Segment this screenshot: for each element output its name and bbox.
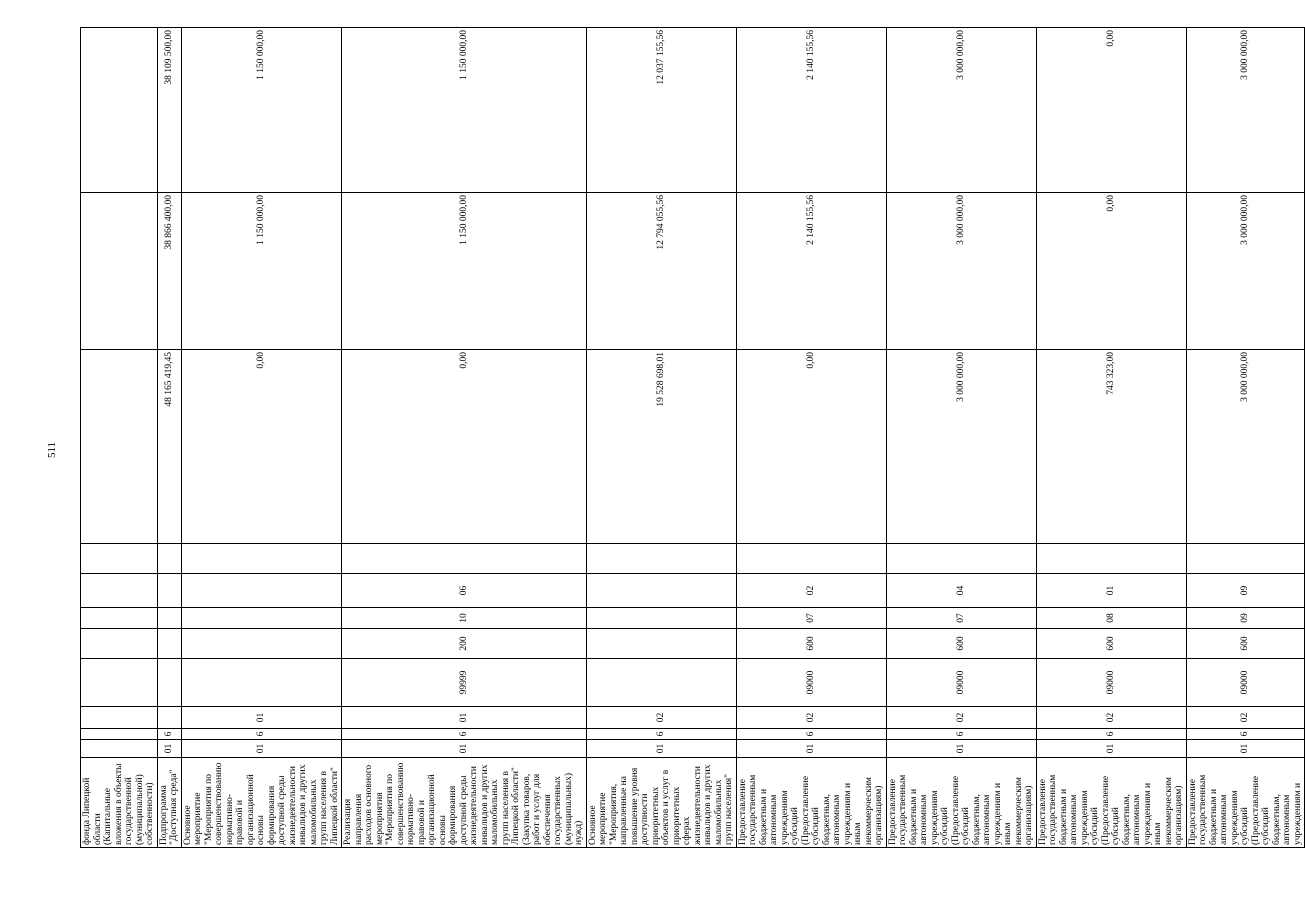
value-cell-3 bbox=[1036, 28, 1186, 193]
value-cell-2-text: 0,00 bbox=[1105, 195, 1116, 212]
row-name-cell bbox=[586, 758, 736, 848]
row-name-cell bbox=[81, 758, 158, 848]
code-cell-3-text: 01 bbox=[458, 712, 469, 723]
code-cell-5-text: 600 bbox=[955, 636, 966, 651]
value-cell-1-text: 19 528 698,01 bbox=[655, 352, 666, 407]
code-cell-7-text: 09 bbox=[1240, 585, 1250, 596]
code-cell-8 bbox=[586, 544, 736, 574]
code-cell-3 bbox=[886, 707, 1036, 729]
row-name-cell-text: фонда Липецкой области (Капитальные вложения в объекты государственной (муниципальной) собственности) bbox=[82, 763, 155, 845]
value-cell-1 bbox=[736, 350, 886, 544]
value-cell-2-text: 1 150 000,00 bbox=[458, 195, 469, 245]
value-cell-3-text: 1 150 000,00 bbox=[256, 30, 266, 80]
code-cell-2 bbox=[157, 729, 181, 740]
value-cell-1 bbox=[1186, 350, 1305, 544]
code-cell-1 bbox=[181, 740, 342, 758]
code-cell-7-text: 02 bbox=[805, 585, 816, 596]
row-name-cell bbox=[1036, 758, 1186, 848]
code-cell-3 bbox=[181, 707, 342, 729]
code-cell-4-text: 99999 bbox=[458, 670, 469, 695]
code-cell-1 bbox=[1036, 740, 1186, 758]
code-cell-5 bbox=[736, 629, 886, 659]
code-cell-5 bbox=[181, 629, 342, 659]
code-cell-3-text: 01 bbox=[256, 712, 266, 723]
value-cell-1 bbox=[586, 350, 736, 544]
code-cell-4 bbox=[81, 659, 158, 707]
row-name-cell bbox=[886, 758, 1036, 848]
code-cell-2 bbox=[1186, 729, 1305, 740]
code-cell-8 bbox=[1036, 544, 1186, 574]
code-cell-4-text: 09000 bbox=[955, 670, 966, 695]
row-name-cell-text: Предоставление государственным бюджетным и автономным учреждениям субсидий (Предоставление субсидий бюджетным, автономным учреждениям и bbox=[1187, 774, 1303, 845]
row-name-cell bbox=[1186, 758, 1305, 848]
code-cell-8 bbox=[886, 544, 1036, 574]
code-cell-2 bbox=[1036, 729, 1186, 740]
code-cell-8 bbox=[736, 544, 886, 574]
code-cell-8 bbox=[81, 544, 158, 574]
code-cell-6 bbox=[586, 608, 736, 629]
table-row bbox=[1036, 28, 1186, 848]
code-cell-4-text: 09000 bbox=[1105, 670, 1116, 695]
code-cell-6-text: 08 bbox=[1105, 613, 1116, 623]
code-cell-1-text: 01 bbox=[1240, 743, 1250, 754]
code-cell-7 bbox=[342, 574, 587, 608]
value-cell-3 bbox=[586, 28, 736, 193]
value-cell-2 bbox=[81, 193, 158, 350]
value-cell-2 bbox=[157, 193, 181, 350]
code-cell-6 bbox=[886, 608, 1036, 629]
code-cell-3-text: 02 bbox=[955, 712, 966, 723]
value-cell-1 bbox=[886, 350, 1036, 544]
code-cell-3 bbox=[586, 707, 736, 729]
table-row bbox=[886, 28, 1036, 848]
code-cell-7 bbox=[1036, 574, 1186, 608]
code-cell-5 bbox=[342, 629, 587, 659]
code-cell-1 bbox=[342, 740, 587, 758]
value-cell-3 bbox=[157, 28, 181, 193]
code-cell-3-text: 02 bbox=[805, 712, 816, 723]
code-cell-3 bbox=[81, 707, 158, 729]
value-cell-2-text: 1 150 000,00 bbox=[256, 195, 266, 245]
row-name-cell-text: Реализация направления расходов основного мероприятия "Мероприятия по совершенствованию нормативно-правовой и организационной основы формирования доступной среды жизнедеятельности инвалидов и других маломобильных групп населения в Липецкой области" (Закупка товаров, работ и услуг для обеспечения государственных (муниципальных) нужд) bbox=[343, 762, 584, 845]
budget-table bbox=[80, 27, 1305, 848]
code-cell-5 bbox=[1036, 629, 1186, 659]
page-number-wrap bbox=[22, 440, 82, 460]
code-cell-6 bbox=[1186, 608, 1305, 629]
row-name-cell-text: Подпрограмма "Доступная среда" bbox=[158, 769, 179, 845]
code-cell-1 bbox=[736, 740, 886, 758]
code-cell-7 bbox=[886, 574, 1036, 608]
code-cell-6 bbox=[342, 608, 587, 629]
value-cell-1-text: 48 165 419,45 bbox=[163, 352, 174, 407]
row-name-cell-text: Основное мероприятие "Мероприятия по совершенствованию нормативно-правовой и организационной основы формирования доступной среды жизнедеятельности инвалидов и других маломобильных групп населения в Липецкой области" bbox=[182, 762, 340, 845]
code-cell-4 bbox=[342, 659, 587, 707]
code-cell-7 bbox=[181, 574, 342, 608]
code-cell-6-text: 07 bbox=[955, 613, 966, 623]
table-row bbox=[342, 28, 587, 848]
value-cell-3 bbox=[342, 28, 587, 193]
code-cell-4-text: 09000 bbox=[1240, 670, 1250, 695]
value-cell-3 bbox=[736, 28, 886, 193]
code-cell-2-text: 6 bbox=[458, 731, 469, 737]
code-cell-5 bbox=[1186, 629, 1305, 659]
value-cell-1-text: 0,00 bbox=[458, 352, 469, 369]
code-cell-1-text: 01 bbox=[163, 743, 174, 754]
value-cell-3-text: 1 150 000,00 bbox=[458, 30, 469, 80]
value-cell-1 bbox=[181, 350, 342, 544]
code-cell-4-text: 09000 bbox=[805, 670, 816, 695]
value-cell-2 bbox=[586, 193, 736, 350]
code-cell-4 bbox=[181, 659, 342, 707]
code-cell-5 bbox=[157, 629, 181, 659]
code-cell-3-text: 02 bbox=[655, 712, 666, 723]
code-cell-2-text: 6 bbox=[805, 731, 816, 737]
table-row bbox=[157, 28, 181, 848]
code-cell-8 bbox=[1186, 544, 1305, 574]
code-cell-3 bbox=[736, 707, 886, 729]
value-cell-3 bbox=[886, 28, 1036, 193]
value-cell-2 bbox=[342, 193, 587, 350]
value-cell-1-text: 0,00 bbox=[805, 352, 816, 369]
code-cell-2 bbox=[81, 729, 158, 740]
code-cell-6 bbox=[1036, 608, 1186, 629]
row-name-cell bbox=[342, 758, 587, 848]
code-cell-2 bbox=[886, 729, 1036, 740]
value-cell-1-text: 0,00 bbox=[256, 352, 266, 369]
value-cell-1-text: 3 000 000,00 bbox=[1240, 352, 1250, 402]
value-cell-2 bbox=[1186, 193, 1305, 350]
code-cell-3 bbox=[157, 707, 181, 729]
code-cell-7 bbox=[157, 574, 181, 608]
page-number: 511 bbox=[46, 441, 58, 459]
code-cell-2-text: 6 bbox=[256, 731, 266, 737]
value-cell-3-text: 12 037 155,56 bbox=[655, 30, 666, 85]
value-cell-2-text: 12 794 055,56 bbox=[655, 195, 666, 250]
code-cell-5 bbox=[81, 629, 158, 659]
code-cell-4 bbox=[1036, 659, 1186, 707]
value-cell-1 bbox=[342, 350, 587, 544]
code-cell-1-text: 01 bbox=[955, 743, 966, 754]
code-cell-5-text: 600 bbox=[1240, 636, 1250, 651]
code-cell-4 bbox=[157, 659, 181, 707]
code-cell-6 bbox=[157, 608, 181, 629]
code-cell-2-text: 6 bbox=[955, 731, 966, 737]
row-name-cell bbox=[157, 758, 181, 848]
code-cell-1-text: 01 bbox=[458, 743, 469, 754]
code-cell-2-text: 6 bbox=[1240, 731, 1250, 737]
code-cell-3-text: 02 bbox=[1105, 712, 1116, 723]
value-cell-2 bbox=[736, 193, 886, 350]
code-cell-1-text: 01 bbox=[1105, 743, 1116, 754]
code-cell-2-text: 6 bbox=[655, 731, 666, 737]
code-cell-6-text: 09 bbox=[1240, 613, 1250, 623]
value-cell-3-text: 0,00 bbox=[1105, 30, 1116, 47]
row-name-cell-text: Предоставление государственным бюджетным и автономным учреждениям субсидий (Предоставление субсидий бюджетным, автономным учреждениям и иным некоммерческим организациям) bbox=[737, 774, 884, 845]
code-cell-1-text: 01 bbox=[805, 743, 816, 754]
code-cell-2-text: 6 bbox=[163, 731, 174, 737]
code-cell-2 bbox=[342, 729, 587, 740]
code-cell-6-text: 10 bbox=[458, 613, 469, 623]
value-cell-1 bbox=[157, 350, 181, 544]
code-cell-1 bbox=[886, 740, 1036, 758]
value-cell-3-text: 3 000 000,00 bbox=[1240, 30, 1250, 80]
code-cell-7 bbox=[736, 574, 886, 608]
value-cell-2 bbox=[1036, 193, 1186, 350]
code-cell-3 bbox=[1036, 707, 1186, 729]
row-name-cell-text: Основное мероприятие "Мероприятия, направленные на повышение уровня доступности приоритетных объектов и услуг в приоритетных сферах жизнедеятельности инвалидов и других маломобильных групп населения" bbox=[587, 764, 734, 845]
code-cell-7-text: 06 bbox=[458, 585, 469, 596]
table-row bbox=[1186, 28, 1305, 848]
code-cell-8 bbox=[157, 544, 181, 574]
value-cell-2 bbox=[886, 193, 1036, 350]
code-cell-1-text: 01 bbox=[655, 743, 666, 754]
value-cell-2-text: 38 866 400,00 bbox=[163, 195, 174, 250]
row-name-cell-text: Предоставление государственным бюджетным и автономным учреждениям субсидий (Предоставление субсидий бюджетным, автономным учреждениям и иным некоммерческим организациям) bbox=[1037, 774, 1184, 845]
value-cell-3 bbox=[181, 28, 342, 193]
code-cell-3 bbox=[1186, 707, 1305, 729]
code-cell-6 bbox=[736, 608, 886, 629]
rotated-table-container bbox=[80, 28, 1303, 848]
value-cell-2-text: 3 000 000,00 bbox=[1240, 195, 1250, 245]
value-cell-3-text: 38 109 500,00 bbox=[163, 30, 174, 85]
code-cell-3 bbox=[342, 707, 587, 729]
code-cell-2 bbox=[736, 729, 886, 740]
code-cell-8 bbox=[181, 544, 342, 574]
code-cell-1 bbox=[1186, 740, 1305, 758]
value-cell-3-text: 2 140 155,56 bbox=[805, 30, 816, 80]
value-cell-1 bbox=[1036, 350, 1186, 544]
code-cell-6 bbox=[181, 608, 342, 629]
value-cell-1-text: 3 000 000,00 bbox=[955, 352, 966, 402]
row-name-cell-text: Предоставление государственным бюджетным и автономным учреждениям субсидий (Предоставление субсидий бюджетным, автономным учреждениям и иным некоммерческим организациям) bbox=[887, 774, 1034, 845]
code-cell-6 bbox=[81, 608, 158, 629]
code-cell-2-text: 6 bbox=[1105, 731, 1116, 737]
code-cell-4 bbox=[586, 659, 736, 707]
code-cell-4 bbox=[736, 659, 886, 707]
value-cell-3 bbox=[81, 28, 158, 193]
code-cell-7-text: 01 bbox=[1105, 585, 1116, 596]
code-cell-7-text: 04 bbox=[955, 585, 966, 596]
code-cell-7 bbox=[81, 574, 158, 608]
value-cell-2-text: 2 140 155,56 bbox=[805, 195, 816, 245]
value-cell-1 bbox=[81, 350, 158, 544]
code-cell-5-text: 200 bbox=[458, 636, 469, 651]
code-cell-4 bbox=[886, 659, 1036, 707]
code-cell-3-text: 02 bbox=[1240, 712, 1250, 723]
code-cell-5-text: 600 bbox=[1105, 636, 1116, 651]
code-cell-2 bbox=[181, 729, 342, 740]
value-cell-2 bbox=[181, 193, 342, 350]
table-row bbox=[586, 28, 736, 848]
code-cell-5-text: 600 bbox=[805, 636, 816, 651]
table-row bbox=[736, 28, 886, 848]
code-cell-1 bbox=[81, 740, 158, 758]
code-cell-7 bbox=[1186, 574, 1305, 608]
code-cell-5 bbox=[886, 629, 1036, 659]
code-cell-1 bbox=[157, 740, 181, 758]
value-cell-3-text: 3 000 000,00 bbox=[955, 30, 966, 80]
code-cell-6-text: 07 bbox=[805, 613, 816, 623]
value-cell-1-text: 743 323,00 bbox=[1105, 352, 1116, 395]
code-cell-1-text: 01 bbox=[256, 743, 266, 754]
code-cell-8 bbox=[342, 544, 587, 574]
table-row bbox=[181, 28, 342, 848]
code-cell-7 bbox=[586, 574, 736, 608]
row-name-cell bbox=[736, 758, 886, 848]
code-cell-1 bbox=[586, 740, 736, 758]
value-cell-2-text: 3 000 000,00 bbox=[955, 195, 966, 245]
code-cell-4 bbox=[1186, 659, 1305, 707]
row-name-cell bbox=[181, 758, 342, 848]
value-cell-3 bbox=[1186, 28, 1305, 193]
table-row bbox=[81, 28, 158, 848]
code-cell-2 bbox=[586, 729, 736, 740]
code-cell-5 bbox=[586, 629, 736, 659]
